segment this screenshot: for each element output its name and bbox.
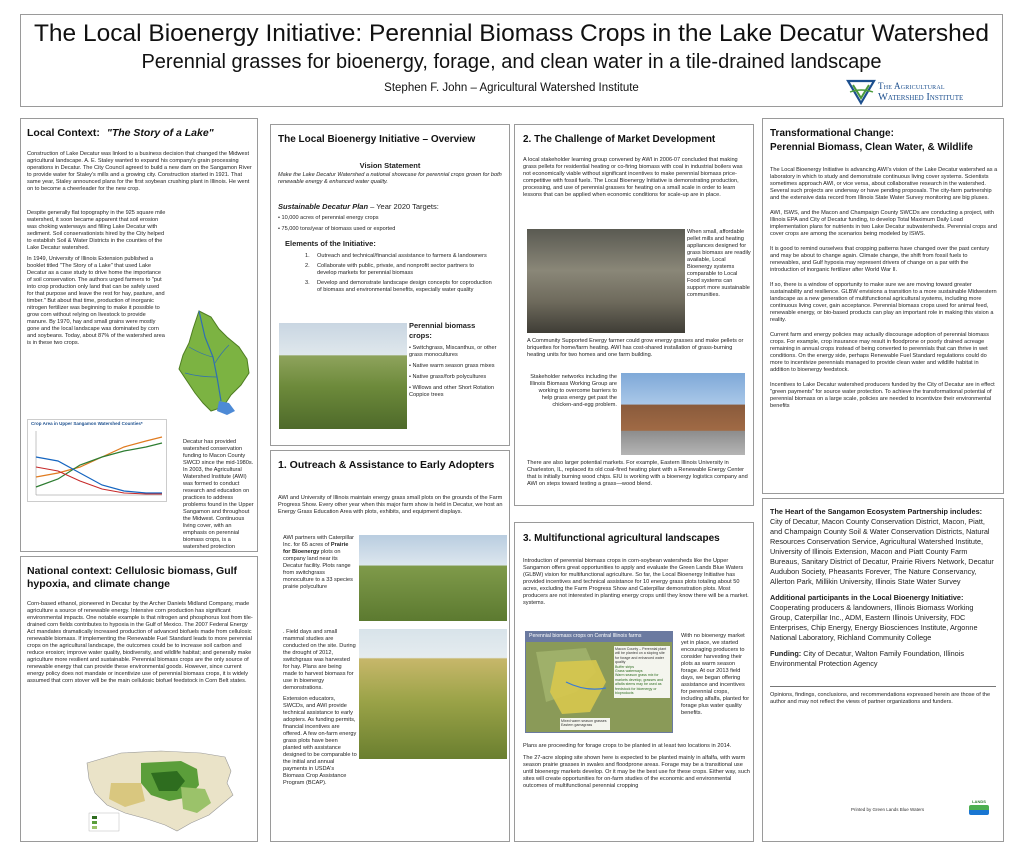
map-legend-item: Buffer strips [615, 664, 635, 669]
partners-additional-text: Cooperating producers & landowners, Illinois Biomass Working Group, Caterpillar Inc., ADM, Eastern Illinois University, FDC Enterprises, Chip Energy, Energy Biosciences Institute, Argonne National Laboratory, Richland Community College [770, 603, 978, 642]
watershed-map [169, 307, 255, 417]
awi-logo-icon [846, 79, 876, 105]
transformational-title-2: Perennial Biomass, Clean Water, & Wildlife [770, 142, 973, 153]
market-p3: A Community Supported Energy farmer could grow energy grasses and make pellets or briquettes for home/farm heating. AWI has cost-shared installation of grass-burning heating units for two homes and one farm building. [527, 338, 744, 358]
partners-funding-bold: Funding: [770, 649, 802, 658]
market-title: 2. The Challenge of Market Development [523, 134, 716, 145]
poster-title: The Local Bioenergy Initiative: Perennial Biomass Crops in the Lake Decatur Watershed [33, 20, 990, 47]
transformational-panel [762, 118, 1004, 494]
local-context-title-prefix: Local Context: [27, 127, 100, 139]
multifunctional-p2: With no bioenergy market yet in place, we started encouraging producers to consider harvesting their plots as warm season forage. At our 2013 field days, we began offering assistance and incentives for perennial crops, including alfalfa, planted for forage plus water quality benefits. [681, 633, 750, 716]
element-text: Develop and demonstrate landscape design concepts for coproduction of biomass and environmental benefits, especially water quality [317, 280, 492, 293]
transformational-p3: It is good to remind ourselves that cropping patterns have changed over the past century and may be about to change again. Climate change, the shift from fossil fuels to renewables, and Gulf hypoxia may represent drivers of change on a par with the introduction of inorganic fertilizer after World War II. [770, 246, 990, 273]
multifunctional-p1: Introduction of perennial biomass crops in corn-soybean watersheds like the Upper Sangamon offers great opportunities to apply and evaluate the Green Lands Blue Waters (GLBW) vision for multifunctional agriculture. So far, the Local Bioenergy Initiative has provided incentives and technical assistance for 10 energy grass plots totaling about 50 acres, excluding the Farm Progress Show and Caterpillar demonstration plots. Most producers are not interested in planting energy crops until they know there will be a market. [523, 558, 749, 599]
disclaimer: Opinions, findings, conclusions, and recommendations expressed herein are those of the author and may not reflect the views of partner organizations and funders. [770, 692, 991, 705]
energy-grass-photo [359, 629, 507, 759]
element-item [305, 280, 495, 294]
crops-list [409, 345, 505, 399]
market-p2: When small, affordable pellet mills and heating appliances designed for grass biomass are readily available, Local Bioenergy systems comparable to Local Food systems can support more sustainable communities. [687, 229, 751, 298]
multifunctional-title: 3. Multifunctional agricultural landscapes [523, 533, 720, 544]
glbw-logo-mark [969, 805, 989, 815]
glbw-logo-text: LANDS [972, 799, 986, 804]
market-p5: There are also larger potential markets. For example, Eastern Illinois University in Charleston, IL, replaced its old coal-fired heating plant with a Renewable Energy Center that is initially burning wood chips. EIU is working with a bioenergy logistics company and AWI on steps toward testing a grass—wood blend. [527, 460, 748, 487]
outreach-p1: AWI and University of Illinois maintain energy grass small plots on the grounds of the Farm Progress Show. Every other year when this major farm show is held in Decatur, we host an Energy Grass Education Area with plots, exhibits, and equipment displays. [278, 495, 503, 515]
local-context-panel [20, 118, 258, 552]
crops-title: Perennial biomass crops: [409, 321, 476, 340]
national-context-p1: Corn-based ethanol, pioneered in Decatur by the Archer Daniels Midland Company, made agriculture a source of renewable energy. Intensive corn production has significant environmental impacts. One notable example is that nitrogen and phosphorus lost from tile-drained corn fields contributes to hypoxia in the Gulf of Mexico. The 2007 Federal Energy Act mandates dramatically increased production of advanced biofuels made from cellulosic renewable biomass. If implementing the Renewable Fuel Standard leads to more perennial crops on the agricultural landscape, the outcomes could be to increase soil carbon and reduce erosion; improve water quality, biodiversity, and wildlife habitat; and generally make agriculture more resilient and sustainable. Perennial biomass crops are the only source of renewable energy that can provide these environmental goods. However, since current energy policy does not mandate or incentivize use of perennial biomass crops, it is widely assumed that corn stover will be the main cellulosic biofuel feedstock in Corn Belt states. [27, 601, 253, 684]
multifunctional-p3: Plans are proceeding for forage crops to be planted in at least two locations in 2014. [523, 743, 732, 749]
plan-title-rest: – Year 2020 Targets: [368, 202, 439, 211]
national-context-panel [20, 556, 258, 842]
partners-heart [770, 507, 996, 587]
local-context-p4: Decatur has provided watershed conservation funding to Macon County SWCD since the mid-1980s. In 2003, the Agricultural Watershed Institute (AWI) was formed to conduct research and education on practices to address problems found in the Upper Sangamon and throughout the Midwest. Continuous living cover, with an emphasis on perennial biomass crops, is a watershed protection [183, 439, 254, 550]
outreach-p3: . Field days and small mammal studies are conducted on the site. During the drought of 2012, switchgrass was harvested for hay. Plans are being made to harvest biomass for use in bioenergy demonstrations. [283, 629, 356, 691]
partners-additional-bold: Additional participants in the Local Bioenergy Initiative: [770, 593, 964, 602]
pellet-mill-photo [527, 229, 685, 333]
divider [770, 686, 996, 687]
elements-list [305, 253, 495, 297]
outreach-title: 1. Outreach & Assistance to Early Adopters [278, 459, 495, 471]
central-illinois-map [525, 631, 673, 733]
transformational-p4: If so, there is a window of opportunity to make sure we are moving toward greater sustainability and resilience. GLBW envisions a transition to a more sustainable Midwestern landscape as a new generation of multifunctional agricultural systems, including more continuous living cover, gain acceptance. Perennial biomass crops used for animal feed, renewable energy, or bio-based products can play an important role in making this vision a reality. [770, 282, 997, 323]
outreach-p2-prefix: AWI partners with Caterpillar Inc. for 65 acres of [283, 535, 354, 548]
logo-line-2: Watershed Institute [878, 92, 964, 103]
transformational-p5: Current farm and energy policies may actually discourage adoption of perennial biomass crops. For example, crop insurance may result in floodprone or poorly drained acreage remaining in annual crops instead of being converted to perennials that can thrive in wet conditions. On the energy side, perhaps Renewable Fuel Standard regulations could do more to incentivize perennials managed to provide clean water and wildlife habitat in addition to bioenergy feedstock. [770, 332, 989, 373]
multifunctional-p1b: systems. [523, 600, 546, 606]
glbw-logo [967, 799, 991, 821]
multifunctional-p4: The 27-acre sloping site shown here is expected to be planted mainly in alfalfa, with warm season prairie grasses in swales and floodprone areas. Forage may be a transitional use until bioenergy markets develop. Or it may be the best use for these crops. Either way, such sites will create opportunities for on-farm studies of the economic and environmental outcomes of multifunctional perennial cropping [523, 755, 750, 789]
map-title: Perennial biomass crops on Central Illinois farms [529, 633, 642, 639]
multifunctional-panel [514, 522, 754, 842]
crop-area-chart [27, 419, 167, 502]
logo-line-1: The Agricultural [878, 81, 945, 91]
transformational-p1: The Local Bioenergy Initiative is advancing AWI's vision of the Lake Decatur watershed as a laboratory in which to study and demonstrate continuous living cover systems. Scientists sometimes approach AWI, or vice versa, about collaborative research in the watershed. Several such projects are underway or have pending proposals. The city-farm partnership and the extensive data record from Illinois State Water Survey monitoring are big pluses. [770, 167, 998, 201]
poster-header [20, 14, 1003, 107]
local-context-p2: Despite generally flat topography in the 925 square mile watershed, it soon became apparent that soil erosion was choking waterways and filling Lake Decatur with sediment. Soil conservationists hired by the City helped to establish Soil & Water Districts in the counties of the Lake Decatur watershed. [27, 210, 166, 251]
element-text: Outreach and technical/financial assistance to farmers & landowners [317, 253, 487, 259]
elements-title: Elements of the Initiative: [285, 239, 376, 248]
outreach-p2-suffix: plots on company land near its Decatur facility. Plots range from switchgrass monoculture to a 33 species prairie polyculture [283, 549, 353, 590]
vision-title: Vision Statement [359, 161, 421, 170]
poster-author: Stephen F. John – Agricultural Watershed Institute [384, 82, 639, 94]
plan-title-em: Sustainable Decatur Plan [278, 202, 369, 211]
caterpillar-plot-photo [359, 535, 507, 621]
transformational-title-1: Transformational Change: [770, 128, 894, 139]
local-context-p1: Construction of Lake Decatur was linked to a business decision that changed the Midwest agricultural landscape. A. E. Staley wanted to expand his company's grain processing operations in Decatur. The City Council agreed to build a new dam on the Sangamon River to provide water for Staley's mills and a growing city. Construction started in 1921. That same year, Staley announced plans for the first soybean crushing plant in Illinois. He went on to become a cheerleader for the new crop. [27, 151, 252, 192]
partners-panel [762, 498, 1004, 842]
market-p4: Stakeholder networks including the Illinois Biomass Working Group are working to overcome barriers to help grass energy get past the chicken-and-egg problem. [529, 374, 617, 408]
outreach-p2 [283, 535, 355, 591]
transformational-p6: Incentives to Lake Decatur watershed producers funded by the City of Decatur are in effect "green payments" for source water protection. To achieve the transformational potential of perennial biomass on a large scale, policies are needed to incentivize their environmental benefits [770, 382, 995, 409]
target-item: • 75,000 tons/year of biomass used or exported [278, 226, 504, 233]
crop-area-chart-title: Crop Area in Upper Sangamon Watershed Counties* [31, 421, 143, 426]
vision-text: Make the Lake Decatur Watershed a national showcase for perennial crops grown for both renewable energy & enhanced water quality. [278, 172, 502, 185]
partners-heart-bold: The Heart of the Sangamon Ecosystem Partnership includes: [770, 507, 983, 516]
local-context-title-em: "The Story of a Lake" [106, 127, 214, 139]
map-foot: Mixed warm season grasses Eastern gamagrass [561, 719, 607, 728]
local-context-title [27, 127, 214, 139]
crop-item: • Switchgrass, Miscanthus, or other grass monocultures [409, 345, 505, 359]
map-legend-item: Grass waterways [615, 669, 643, 674]
market-panel [514, 124, 754, 506]
element-num: 2. [305, 263, 310, 269]
printed-by: Printed by Green Lands Blue Waters [851, 807, 925, 812]
outreach-p2-bold: Prairie for Bioenergy [283, 542, 349, 555]
national-context-title: National context: Cellulosic biomass, Gulf hypoxia, and climate change [27, 565, 238, 590]
partners-funding [770, 649, 996, 669]
element-text: Collaborate with public, private, and nonprofit sector partners to develop markets for perennial biomass [317, 263, 475, 276]
map-legend-item: Macon County – Perennial plant will be planted on a sloping site for forage and enhanced water quality [615, 647, 667, 665]
outreach-p4: Extension educators, SWCDs, and AWI provide technical assistance to early adopters. As funding permits, financial incentives are offered. A few on-farm energy grass plots have been planted with assistance designed to be comparable to the initial and annual payments in USDA's Biomass Crop Assistance Program (BCAP). [283, 696, 357, 786]
targets-list [278, 215, 504, 233]
partners-heart-text: City of Decatur, Macon County Conservation District, Macon, Piatt, and Champaign County Soil & Water Conservation Districts, Natural Resources Conservation Service, Agricultural Watershed Institute, University of Illinois Extension, Macon and Piatt County Farm Bureaus, Sanitary District of Decatur, Prairie Rivers Network, Decatur Audubon Society, Pheasants Forever, The Nature Conservancy, Allerton Park, Millikin University, Illinois State Water Survey [770, 517, 994, 586]
element-item [305, 253, 495, 260]
plan-title [278, 202, 439, 211]
field-photo [279, 323, 407, 429]
crop-item: • Willows and other Short Rotation Coppice trees [409, 385, 505, 399]
outreach-panel [270, 450, 510, 842]
overview-panel [270, 124, 510, 446]
map-legend-item: Warm season grass mix for markets develop, grasses and alfalfa stems may be used as feedstock for bioenergy or bioproducts [615, 673, 663, 696]
local-context-p3: In 1949, University of Illinois Extension published a booklet titled "The Story of a Lake" that used Lake Decatur as a case study to drive home the importance of soil conservation. The authors urged farmers to "put into crop production only land that can be safely used for that purpose and leave the rest for hay, pasture, and timber." But about that time, production of inorganic nitrogen fertilizer was beginning to make it possible to grow corn without relying on livestock to provide manure. By 1970, hay and small grains were mostly gone and the local landscape was dominated by corn and soybeans. Today, about 87% of the watershed area is in these two crops. [27, 256, 165, 346]
market-p1: A local stakeholder learning group convened by AWI in 2006-07 concluded that making grass pellets for residential heating or co-firing biomass with coal in industrial boilers was not economically viable without significant incentives to make perennial biomass price-competitive with fossil fuels. The Local Bioenergy Initiative is demonstrating production, processing, and use of perennial grasses for heating on a small scale in order to learn lessons that can be applied when economic conditions for scale-up are in place. [523, 157, 743, 198]
partners-additional [770, 593, 996, 643]
poster-subtitle: Perennial grasses for bioenergy, forage, and clean water in a tile-drained landscape [141, 51, 882, 73]
target-item: • 10,000 acres of perennial energy crops [278, 215, 504, 222]
crop-item: • Native warm season grass mixes [409, 363, 505, 370]
partners-funding-text: City of Decatur, Walton Family Foundation, Illinois Environmental Protection Agency [770, 649, 964, 668]
overview-title: The Local Bioenergy Initiative – Overview [278, 134, 476, 145]
crop-item: • Native grass/forb polycultures [409, 374, 505, 381]
element-item [305, 263, 495, 277]
eiu-energy-center-photo [621, 373, 745, 455]
awi-logo [846, 79, 994, 105]
transformational-p2: AWI, ISWS, and the Macon and Champaign County SWCDs are conducting a project, with Illinois EPA and City of Decatur funding, to develop Total Maximum Daily Load implementation plans for nutrients in two Lake Decatur subwatersheds. Perennial crops and cover crops are among the scenarios being modeled by ISWS. [770, 210, 997, 237]
usa-biomass-map [81, 743, 239, 835]
element-num: 1. [305, 253, 310, 259]
crop-area-chart-plot [28, 427, 167, 501]
element-num: 3. [305, 280, 310, 286]
